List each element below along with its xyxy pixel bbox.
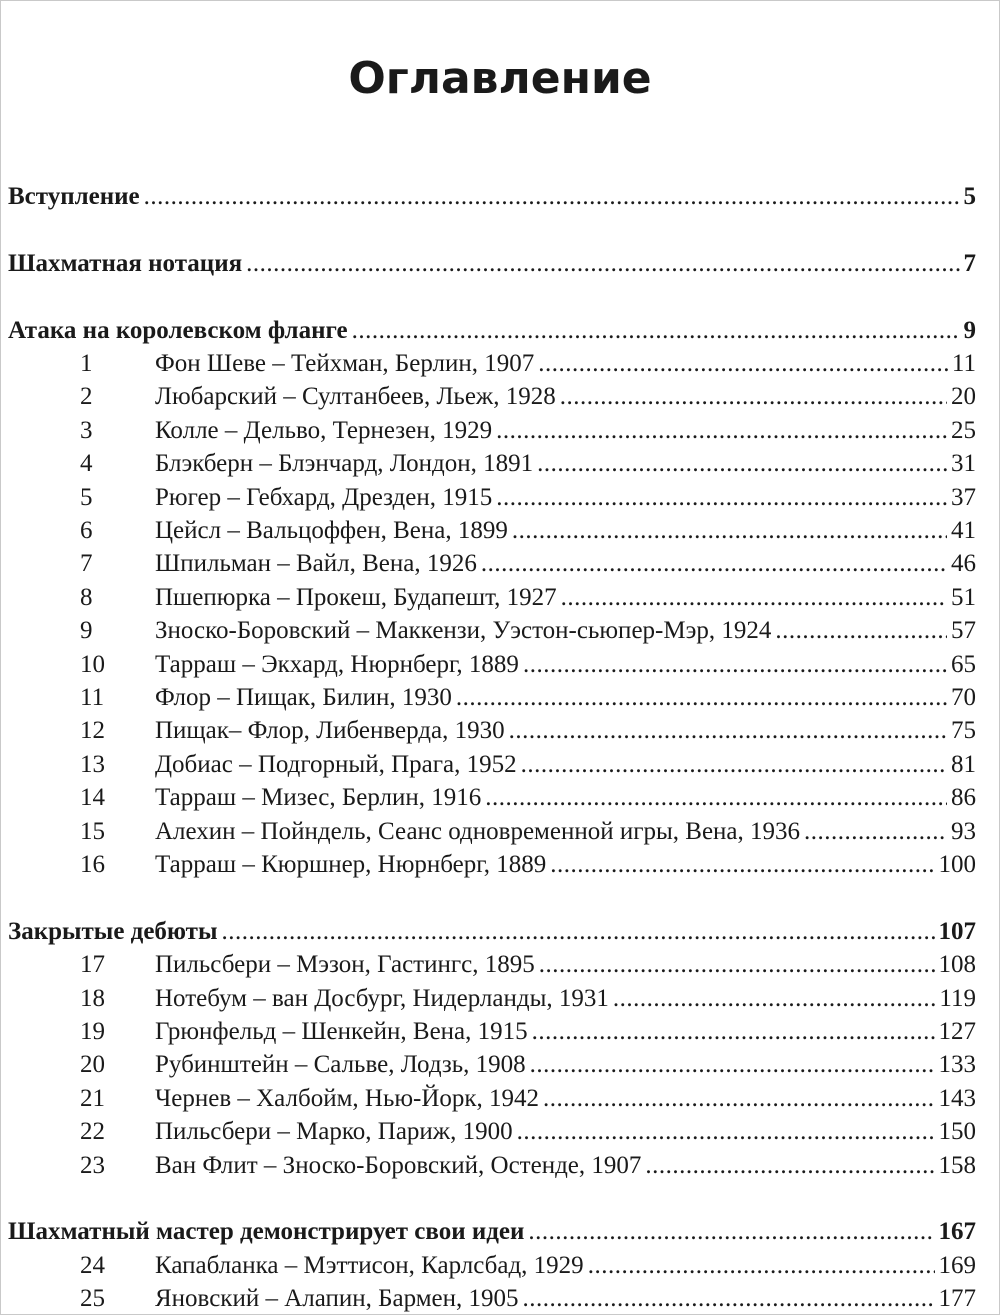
toc-entry-title: Тарраш – Мизес, Берлин, 1916 [155, 781, 481, 815]
toc-entry[interactable] [0, 1015, 1000, 1049]
toc-section[interactable] [0, 314, 1000, 348]
toc-entry[interactable] [0, 948, 1000, 982]
dot-leader [512, 514, 947, 548]
toc-entry-number: 18 [0, 982, 155, 1016]
toc-entry-number: 14 [0, 781, 155, 815]
toc-page-number: 177 [939, 1282, 1000, 1316]
toc-entry[interactable] [0, 347, 1000, 381]
toc-entry[interactable] [0, 781, 1000, 815]
toc-page-number: 169 [939, 1249, 1000, 1283]
page-title: Оглавление [0, 49, 1000, 109]
toc-entry-number: 5 [0, 481, 155, 515]
dot-leader [538, 347, 948, 381]
toc-entry[interactable] [0, 681, 1000, 715]
toc-page-number: 107 [939, 915, 1000, 949]
toc-entry[interactable] [0, 848, 1000, 882]
toc-page-number: 11 [952, 347, 1000, 381]
toc-entry-title: Чернев – Халбойм, Нью-Йорк, 1942 [155, 1082, 539, 1116]
dot-leader [481, 547, 947, 581]
toc-entry[interactable] [0, 514, 1000, 548]
toc-entry-number: 20 [0, 1048, 155, 1082]
toc-entry-number: 15 [0, 815, 155, 849]
toc-entry-number: 3 [0, 414, 155, 448]
toc-entry-title: Любарский – Султанбеев, Льеж, 1928 [155, 380, 556, 414]
toc-section-title: Атака на королевском фланге [0, 314, 348, 348]
toc-entry[interactable] [0, 748, 1000, 782]
toc-entry-number: 11 [0, 681, 155, 715]
toc-entry[interactable] [0, 1082, 1000, 1116]
dot-leader [496, 414, 947, 448]
toc-page-number: 150 [939, 1115, 1000, 1149]
toc-entry-number: 22 [0, 1115, 155, 1149]
dot-leader [613, 982, 936, 1016]
toc-entry[interactable] [0, 1282, 1000, 1316]
toc-entry-number: 23 [0, 1149, 155, 1183]
dot-leader [532, 1015, 935, 1049]
toc-page-number: 143 [939, 1082, 1000, 1116]
toc-entry[interactable] [0, 815, 1000, 849]
toc-section-title: Шахматная нотация [0, 247, 242, 281]
toc-entry-number: 4 [0, 447, 155, 481]
dot-leader [537, 447, 947, 481]
toc-section[interactable] [0, 1215, 1000, 1249]
toc-entry-title: Рюгер – Гебхард, Дрезден, 1915 [155, 481, 492, 515]
toc-entry[interactable] [0, 1149, 1000, 1183]
dot-leader [517, 1115, 935, 1149]
toc-entry-title: Цейсл – Вальцоффен, Вена, 1899 [155, 514, 508, 548]
toc-entry-number: 25 [0, 1282, 155, 1316]
toc-entry-number: 8 [0, 581, 155, 615]
toc-section-title: Шахматный мастер демонстрирует свои идеи [0, 1215, 524, 1249]
toc-entry-title: Зноско-Боровский – Маккензи, Уэстон-сьюпер-Мэр, 1924 [155, 614, 771, 648]
dot-leader [561, 581, 947, 615]
toc-entry-title: Рубинштейн – Сальве, Лодзь, 1908 [155, 1048, 526, 1082]
dot-leader [509, 714, 947, 748]
toc-entry[interactable] [0, 1048, 1000, 1082]
dot-leader [496, 481, 947, 515]
toc-section[interactable] [0, 180, 1000, 214]
toc-entry-number: 7 [0, 547, 155, 581]
toc-page-number: 31 [951, 447, 1000, 481]
toc-entry-title: Флор – Пищак, Билин, 1930 [155, 681, 452, 715]
dot-leader [528, 1215, 934, 1249]
toc-page-number: 70 [951, 681, 1000, 715]
toc-entry-title: Пищак– Флор, Либенверда, 1930 [155, 714, 505, 748]
toc-page-number: 20 [951, 380, 1000, 414]
toc-entry[interactable] [0, 714, 1000, 748]
toc-entry[interactable] [0, 1115, 1000, 1149]
toc-section-title: Закрытые дебюты [0, 915, 218, 949]
toc-entry[interactable] [0, 648, 1000, 682]
toc-entry-title: Грюнфельд – Шенкейн, Вена, 1915 [155, 1015, 528, 1049]
toc-entry-title: Ван Флит – Зноско-Боровский, Остенде, 1907 [155, 1149, 641, 1183]
dot-leader [144, 180, 960, 214]
toc-entry-number: 21 [0, 1082, 155, 1116]
toc-page-number: 167 [939, 1215, 1000, 1249]
toc-page-number: 37 [951, 481, 1000, 515]
toc-entry-number: 24 [0, 1249, 155, 1283]
toc-page-number: 93 [951, 815, 1000, 849]
toc-entry-title: Блэкберн – Блэнчард, Лондон, 1891 [155, 447, 533, 481]
toc-page-number: 108 [939, 948, 1000, 982]
dot-leader [521, 748, 947, 782]
toc-entry[interactable] [0, 547, 1000, 581]
toc-page-number: 9 [964, 314, 1000, 348]
toc-section-title: Вступление [0, 180, 140, 214]
toc-entry-number: 10 [0, 648, 155, 682]
toc-entry[interactable] [0, 614, 1000, 648]
toc-entry-number: 9 [0, 614, 155, 648]
toc-entry-number: 2 [0, 380, 155, 414]
dot-leader [523, 1282, 935, 1316]
toc-entry[interactable] [0, 414, 1000, 448]
toc-page-number: 25 [951, 414, 1000, 448]
toc-entry[interactable] [0, 982, 1000, 1016]
toc-page-number: 51 [951, 581, 1000, 615]
dot-leader [456, 681, 947, 715]
toc-page-number: 133 [939, 1048, 1000, 1082]
toc-entry-title: Добиас – Подгорный, Прага, 1952 [155, 748, 517, 782]
toc-entry[interactable] [0, 380, 1000, 414]
dot-leader [352, 314, 960, 348]
dot-leader [530, 1048, 935, 1082]
toc-entry-number: 13 [0, 748, 155, 782]
toc-entry-number: 1 [0, 347, 155, 381]
dot-leader [550, 848, 934, 882]
toc-entry[interactable] [0, 581, 1000, 615]
toc-page-number: 57 [951, 614, 1000, 648]
dot-leader [222, 915, 935, 949]
toc-section[interactable] [0, 915, 1000, 949]
toc-entry-number: 19 [0, 1015, 155, 1049]
toc-page-number: 41 [951, 514, 1000, 548]
dot-leader [804, 815, 947, 849]
toc-entry-title: Пильсбери – Мэзон, Гастингс, 1895 [155, 948, 535, 982]
dot-leader [560, 380, 947, 414]
toc-page-number: 65 [951, 648, 1000, 682]
toc-entry-title: Шпильман – Вайл, Вена, 1926 [155, 547, 477, 581]
dot-leader [543, 1082, 934, 1116]
dot-leader [539, 948, 935, 982]
toc-page-number: 127 [939, 1015, 1000, 1049]
toc-page-number: 5 [964, 180, 1000, 214]
toc-entry-number: 16 [0, 848, 155, 882]
toc-page-number: 158 [939, 1149, 1000, 1183]
dot-leader [246, 247, 959, 281]
toc-entry-title: Капабланка – Мэттисон, Карлсбад, 1929 [155, 1249, 584, 1283]
toc-entry-title: Пильсбери – Марко, Париж, 1900 [155, 1115, 513, 1149]
toc-entry-number: 6 [0, 514, 155, 548]
toc-page-number: 119 [939, 982, 1000, 1016]
dot-leader [523, 648, 947, 682]
toc-entry[interactable] [0, 481, 1000, 515]
toc-entry-title: Яновский – Алапин, Бармен, 1905 [155, 1282, 519, 1316]
toc-entry[interactable] [0, 1249, 1000, 1283]
toc-entry-title: Нотебум – ван Досбург, Нидерланды, 1931 [155, 982, 609, 1016]
toc-entry-title: Пшепюрка – Прокеш, Будапешт, 1927 [155, 581, 557, 615]
toc-entry-number: 12 [0, 714, 155, 748]
dot-leader [775, 614, 947, 648]
toc-page-number: 86 [951, 781, 1000, 815]
toc-entry-title: Фон Шеве – Тейхман, Берлин, 1907 [155, 347, 534, 381]
toc-entry-number: 17 [0, 948, 155, 982]
dot-leader [645, 1149, 934, 1183]
toc-page-number: 7 [964, 247, 1000, 281]
toc-entry-title: Алехин – Пойндель, Сеанс одновременной игры, Вена, 1936 [155, 815, 800, 849]
dot-leader [588, 1249, 935, 1283]
toc-page-number: 46 [951, 547, 1000, 581]
toc-section[interactable] [0, 247, 1000, 281]
toc-page-number: 100 [939, 848, 1000, 882]
toc-page-number: 75 [951, 714, 1000, 748]
toc-entry-title: Тарраш – Кюршнер, Нюрнберг, 1889 [155, 848, 546, 882]
toc-entry-title: Тарраш – Экхард, Нюрнберг, 1889 [155, 648, 519, 682]
toc-page-number: 81 [951, 748, 1000, 782]
toc-entry[interactable] [0, 447, 1000, 481]
toc-entry-title: Колле – Дельво, Тернезен, 1929 [155, 414, 492, 448]
dot-leader [485, 781, 947, 815]
